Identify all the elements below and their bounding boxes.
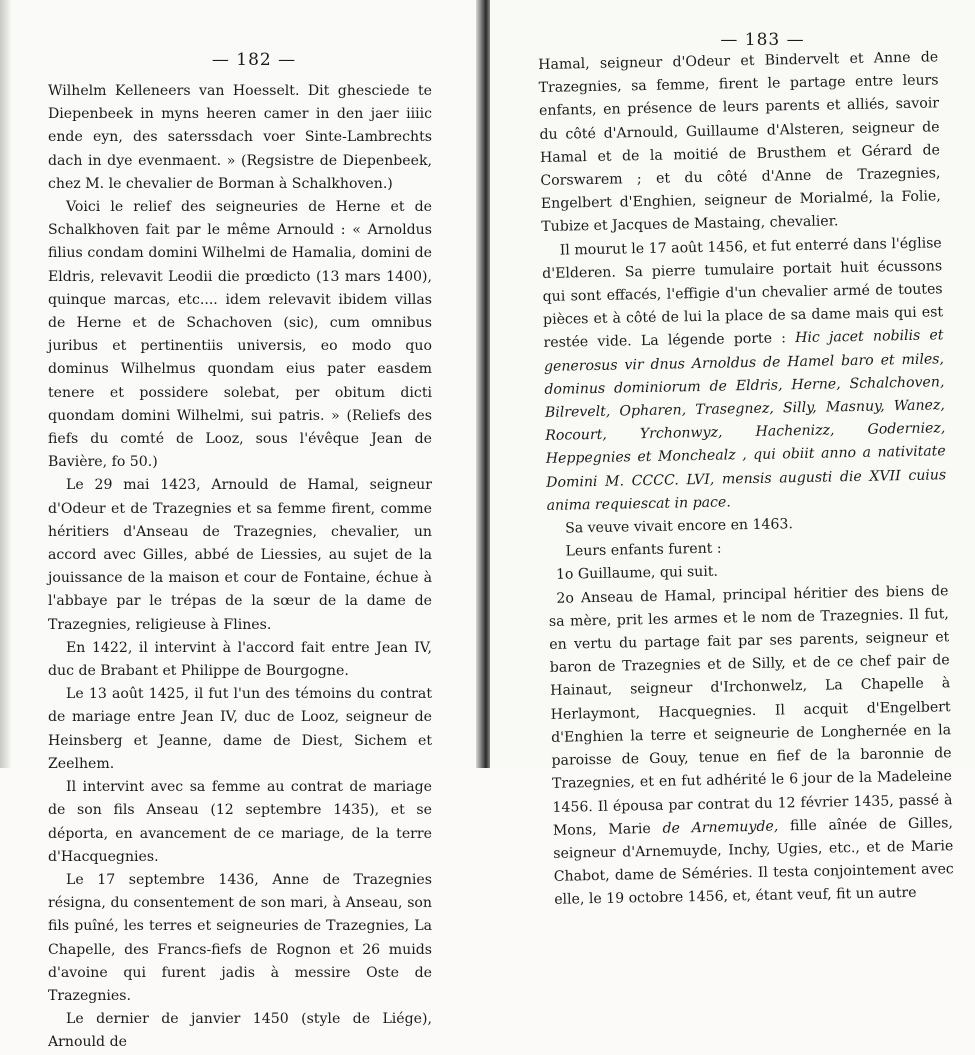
paragraph: En 1422, il intervint à l'accord fait entre Jean IV, duc de Brabant et Philippe de Bourgogne. — [48, 639, 432, 680]
paragraph: Le 17 septembre 1436, Anne de Trazegnies résigna, du consentement de son mari, à Anseau, son fils puîné, les terres et seigneuries de Trazegnies, La Chapelle, des Francs-fiefs de Rognon et 26 muids d'avoine qui furent jadis à messire Oste de Trazegnies. — [48, 871, 432, 1004]
paragraph-with-legend — [542, 232, 947, 518]
latin-legend: Hic jacet nobilis et generosus vir dnus Arnoldus de Hamel baro et miles, dominus dominiorum de Eldris, Herne, Schalchoven, Bilrevelt, Opharen, Trasegnez, Silly, Masnuy, Wanez, Rocourt, Yrchonwyz, Hachenizz, Goderniez, Heppegnies et Monchealz , qui obiit anno a nativitate Domini M. CCCC. LVI, mensis augusti die XVII cuius anima requiescat in pace. — [543, 327, 947, 514]
paragraph: Hamal, seigneur d'Odeur et Bindervelt et Anne de Trazegnies, sa femme, firent le partage entre leurs enfants, en présence de leurs parents et alliés, savoir du côté d'Arnould, Guillaume d'Alsteren, seigneur de Hamal et de la moitié de Brusthem et Gérard de Corswarem ; et du côté d'Anne de Trazegnies, Engelbert d'Enghien, seigneur de Morialmé, la Folie, Tubize et Jacques de Mastaing, chevalier. — [538, 49, 941, 236]
paragraph-text: Il mourut le 17 août 1456, et fut enterré dans l'église d'Elderen. Sa pierre tumulaire portait huit écussons qui sont effacés, l'effigie d'un chevalier armé de toutes pièces et à côté de lui la place de sa dame mais qui est restée vide. La légende porte : — [542, 234, 944, 352]
paragraph: Leurs enfants furent : — [565, 540, 722, 560]
italic-name: de Arnemuyde, — [662, 818, 779, 837]
paragraph: Le 29 mai 1423, Arnould de Hamal, seigneur d'Odeur et de Trazegnies et sa femme firent, comme héritiers d'Anseau de Trazegnies, chevalier, un accord avec Gilles, abbé de Liessies, au sujet de la jouissance de la maison et cour de Fontaine, échue à l'abbaye par le trépas de la sœur de la dame de Trazegnies, religieuse à Flines. — [48, 477, 432, 633]
paragraph: Voici le relief des seigneuries de Herne et de Schalkhoven fait par le même Arnould : « Arnoldus filius condam domini Wilhelmi de Hamalia, domini de Eldris, relevavit Leodii die prœdicto (13 mars 1400), quinque marcas, etc.... idem relevavit ibidem villas de Herne et de Schachoven (sic), cum omnibus juribus et pertinentiis universis, eo modo quo dominus Wilhelmus quondam eius pater easdem tenere et possidere solebat, per obitum dicti quondam domini Wilhelmi, sui patris. » (Reliefs des fiefs du comté de Looz, sous l'évêque Jean de Bavière, fo 50.) — [48, 199, 432, 471]
right-page — [490, 0, 975, 909]
right-page-text — [538, 46, 954, 912]
paragraph-text: 2o Anseau de Hamal, principal héritier des biens de sa mère, prit les armes et le nom de Trazegnies. Il fut, en vertu du partage fait par ses parents, seigneur et baron de Trazegnies et de Silly, et de ce chef pair de Hainaut, seigneur d'Irchonwelz, La Chapelle à Herlaymont, Hacquegnies. Il acquit d'Engelbert d'Enghien la terre et seigneurie de Longhernée en la paroisse de Gouy, tenue en fief de la baronnie de Trazegnies, et en fut adhérité le 6 jour de la Madeleine 1456. Il épousa par contrat du 12 février 1435, passé à Mons, Marie — [548, 582, 953, 839]
paragraph: Le 13 août 1425, il fut l'un des témoins du contrat de mariage entre Jean IV, duc de Looz, seigneur de Heinsberg et Jeanne, dame de Diest, Sichem et Zeelhem. — [48, 686, 432, 772]
paragraph: Sa veuve vivait encore en 1463. — [564, 516, 794, 537]
paragraph: Il intervint avec sa femme au contrat de mariage de son fils Anseau (12 septembre 1435), et se déporta, en avancement de ce mariage, de la terre d'Hacquegnies. — [48, 779, 432, 865]
list-item — [548, 580, 954, 912]
paragraph-text: fille aînée de Gilles, seigneur d'Arnemuyde, Inchy, Ugies, etc., et de Marie Chabot, dame de Séméries. Il testa conjointement avec elle, le 19 octobre 1456, et, étant veuf, fit un autre — [553, 814, 954, 909]
page-number-right: — 183 — — [720, 30, 805, 50]
page-number-left: — 182 — — [211, 50, 297, 70]
paragraph: Wilhelm Kelleneers van Hoesselt. Dit ghesciede te Diepenbeek in myns heeren camer in den jaer iiiic ende eyn, des saterssdach voer Sinte-Lambrechts dach in dye evenmaent. » (Regsistre de Diepenbeek, chez M. le chevalier de Borman à Schalkhoven.) — [48, 83, 432, 192]
paragraph: Le dernier de janvier 1450 (style de Liége), Arnould de — [48, 1011, 432, 1051]
list-item: 1o Guillaume, qui suit. — [555, 564, 719, 584]
left-page-text — [48, 80, 432, 1055]
page-edge-shadow — [0, 0, 12, 768]
left-page — [0, 0, 478, 1051]
